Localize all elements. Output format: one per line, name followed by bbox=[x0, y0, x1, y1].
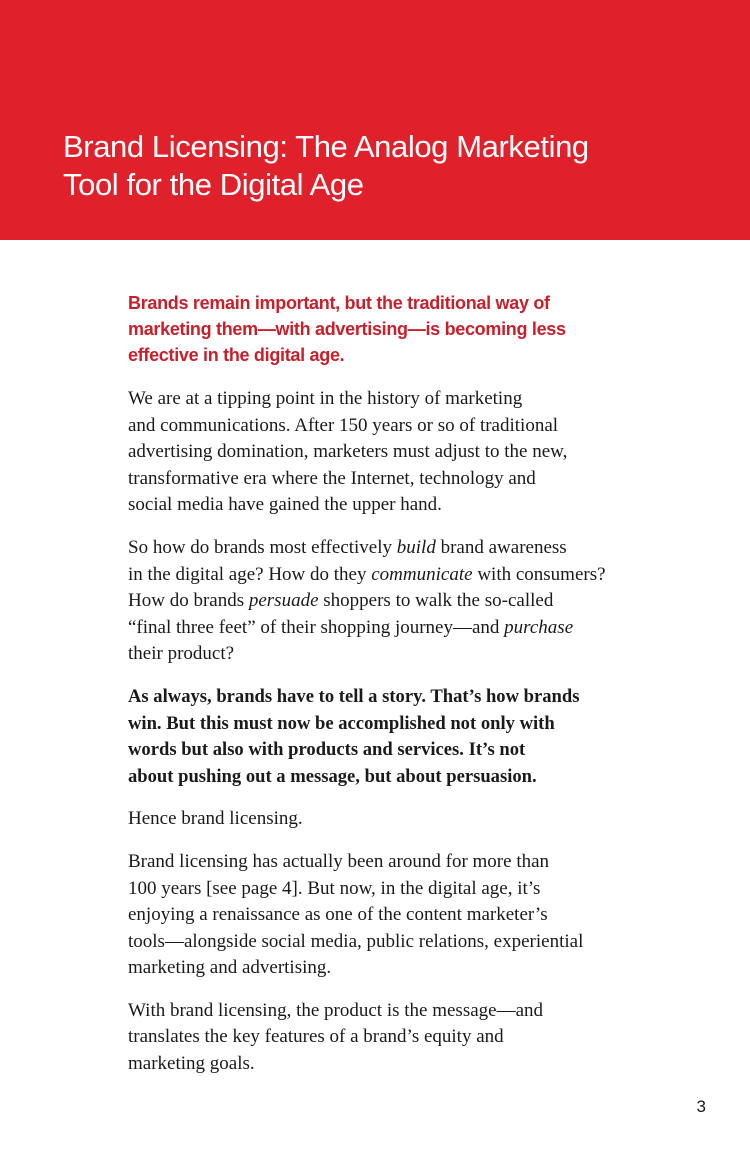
text-run: in the digital age? How do they bbox=[128, 563, 372, 585]
paragraph-product-message bbox=[128, 998, 628, 1078]
text-run: shoppers to walk the so-called bbox=[318, 590, 554, 612]
lead-line: marketing them—with advertising—is becoming less bbox=[128, 319, 566, 339]
emphasis-text: build bbox=[396, 536, 436, 558]
paragraph-story-callout bbox=[128, 684, 628, 790]
title-line: Tool for the Digital Age bbox=[63, 167, 364, 202]
text-run: with consumers? bbox=[472, 563, 606, 585]
emphasis-text: persuade bbox=[248, 590, 319, 612]
page-number: 3 bbox=[696, 1097, 706, 1116]
text-line: advertising domination, marketers must adjust to the new, bbox=[128, 441, 568, 463]
paragraph-tipping-point bbox=[128, 386, 628, 519]
text-line: win. But this must now be accomplished not only with bbox=[128, 712, 555, 734]
lead-line: Brands remain important, but the traditional way of bbox=[128, 293, 550, 313]
page-title bbox=[63, 128, 703, 204]
text-line: We are at a tipping point in the history of marketing bbox=[128, 388, 523, 409]
paragraph-history bbox=[128, 849, 628, 982]
text-line: social media have gained the upper hand. bbox=[128, 494, 442, 516]
text-line bbox=[128, 562, 628, 589]
text-line: tools—alongside social media, public relations, experiential bbox=[128, 930, 584, 952]
text-line: As always, brands have to tell a story. That’s how brands bbox=[128, 685, 580, 707]
text-line: transformative era where the Internet, technology and bbox=[128, 467, 536, 489]
text-run: “final three feet” of their shopping journey—and bbox=[128, 616, 505, 638]
emphasis-text: purchase bbox=[504, 616, 574, 638]
text-run: So how do brands most effectively bbox=[128, 536, 397, 558]
text-line: marketing goals. bbox=[128, 1053, 255, 1075]
text-line: Brand licensing has actually been around for more than bbox=[128, 850, 550, 872]
text-line: marketing and advertising. bbox=[128, 957, 332, 979]
text-line: enjoying a renaissance as one of the content marketer’s bbox=[128, 904, 548, 926]
title-line: Brand Licensing: The Analog Marketing bbox=[63, 129, 589, 164]
text-line: words but also with products and services. It’s not bbox=[128, 739, 526, 761]
header-banner bbox=[0, 0, 750, 240]
text-line bbox=[128, 535, 628, 562]
text-line: 100 years [see page 4]. But now, in the digital age, it’s bbox=[128, 877, 541, 899]
text-run: brand awareness bbox=[435, 536, 567, 558]
text-run: How do brands bbox=[128, 590, 249, 612]
text-line: translates the key features of a brand’s equity and bbox=[128, 1026, 504, 1048]
paragraph-hence bbox=[128, 806, 628, 833]
lead-line: effective in the digital age. bbox=[128, 345, 345, 365]
lead-paragraph bbox=[128, 290, 628, 368]
text-line: Hence brand licensing. bbox=[128, 808, 303, 830]
text-line: and communications. After 150 years or so of traditional bbox=[128, 414, 559, 436]
paragraph-questions bbox=[128, 535, 628, 668]
text-line: With brand licensing, the product is the message—and bbox=[128, 999, 544, 1021]
body-content bbox=[128, 290, 628, 1094]
text-line bbox=[128, 615, 628, 642]
text-line: about pushing out a message, but about persuasion. bbox=[128, 765, 537, 787]
text-line: their product? bbox=[128, 643, 235, 665]
text-line bbox=[128, 588, 628, 615]
emphasis-text: communicate bbox=[371, 563, 473, 585]
